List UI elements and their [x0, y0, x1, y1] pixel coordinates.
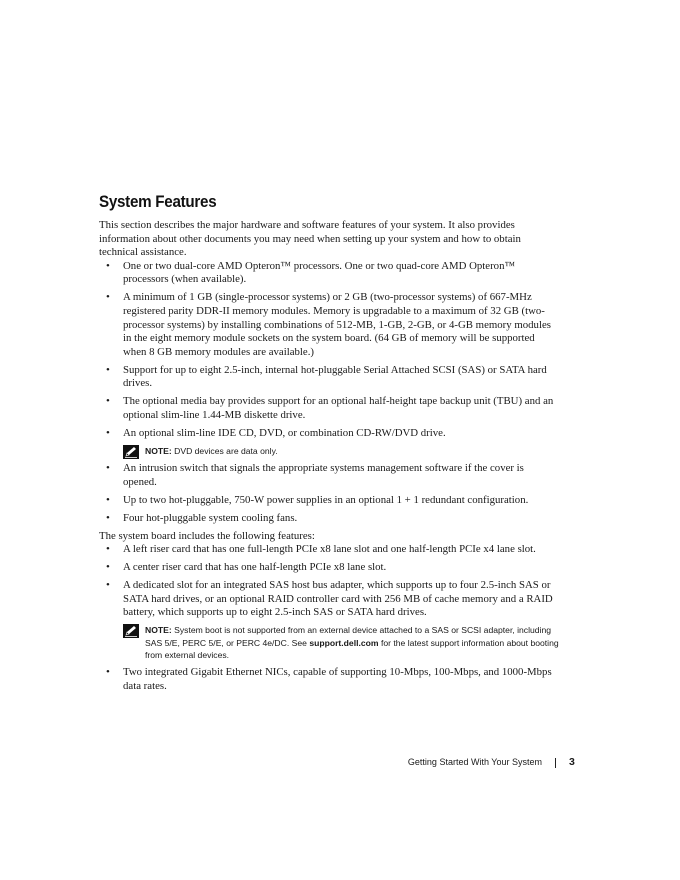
bullet-icon: •	[106, 291, 110, 304]
list-item: • An intrusion switch that signals the appropriate systems management software if the cover is opened.	[106, 462, 524, 488]
note-pencil-icon	[123, 624, 139, 638]
support-link[interactable]: support.dell.com	[309, 637, 379, 648]
bullet-icon: •	[106, 259, 110, 272]
bullet-icon: •	[106, 363, 110, 376]
bullet-icon: •	[106, 462, 110, 475]
note-label: NOTE:	[145, 625, 172, 636]
note-external-boot	[123, 624, 559, 661]
bullet-icon: •	[106, 426, 110, 439]
section-body	[99, 219, 559, 698]
list-item: • The optional media bay provides support for an optional half-height tape backup unit (TBU) and an optional slim-line 1.44-MB diskette drive.	[106, 395, 554, 421]
system-board-intro: The system board includes the following features:	[99, 529, 315, 542]
page-number: 3	[569, 756, 575, 768]
bullet-icon: •	[106, 561, 110, 574]
bullet-icon: •	[106, 511, 110, 524]
footer-chapter-title: Getting Started With Your System	[407, 757, 542, 767]
section-heading: System Features	[99, 193, 217, 211]
note-text-after: for the latest support information about booting from external devices.	[145, 637, 559, 660]
list-item: • A left riser card that has one full-length PCIe x8 lane slot and one half-length PCIe x4 lane slot.	[106, 543, 536, 556]
footer-divider	[555, 758, 556, 768]
board-features-list-continued	[99, 666, 559, 693]
features-list-continued	[99, 462, 559, 525]
bullet-icon: •	[106, 493, 110, 506]
intro-paragraph: This section describes the major hardware and software features of your system. It also provides information about other documents you may need when setting up your system and how to obtain technical assistance.	[99, 219, 521, 259]
note-label: NOTE:	[145, 445, 172, 456]
board-features-list	[99, 543, 559, 620]
note-text: DVD devices are data only.	[174, 445, 278, 456]
list-item: • Support for up to eight 2.5-inch, internal hot-pluggable Serial Attached SCSI (SAS) or SATA hard drives.	[106, 363, 547, 390]
list-item: • Up to two hot-pluggable, 750-W power supplies in an optional 1 + 1 redundant configuration.	[106, 493, 529, 506]
page-footer	[0, 757, 680, 771]
note-pencil-icon	[123, 445, 139, 459]
list-item: • An optional slim-line IDE CD, DVD, or combination CD-RW/DVD drive.	[106, 426, 446, 439]
features-list	[99, 260, 559, 441]
list-item: • A minimum of 1 GB (single-processor systems) or 2 GB (two-processor systems) of 667-MHz registered parity DDR-II memory modules. Memory is upgradable to a maximum of 32 GB (two-processor systems) by installing combinations of 512-MB, 1-GB, 2-GB, or 4-GB memory modules in the eight memory module sockets on the system board. (64 GB of memory will be supported when 8 GB memory modules are available.)	[106, 291, 551, 358]
list-item: • A dedicated slot for an integrated SAS host bus adapter, which supports up to four 2.5-inch SAS or SATA hard drives, or an optional RAID controller card with 256 MB of cache memory and a RAID battery, which supports up to eight 2.5-inch SAS or SATA hard drives.	[106, 579, 553, 619]
bullet-icon: •	[106, 665, 110, 678]
list-item: • Two integrated Gigabit Ethernet NICs, capable of supporting 10-Mbps, 100-Mbps, and 1000-Mbps data rates.	[106, 665, 552, 692]
list-item: • One or two dual-core AMD Opteron™ processors. One or two quad-core AMD Opteron™ processors (when available).	[106, 259, 516, 286]
list-item: • A center riser card that has one half-length PCIe x8 lane slot.	[106, 561, 387, 574]
bullet-icon: •	[106, 579, 110, 592]
note-text: System boot is not supported from an external device attached to a SAS or SCSI adapter, including SAS 5/E, PERC 5/E, or PERC 4e/DC. See	[145, 625, 552, 648]
bullet-icon: •	[106, 543, 110, 556]
bullet-icon: •	[106, 395, 110, 408]
list-item: • Four hot-pluggable system cooling fans.	[106, 511, 298, 524]
note-dvd	[123, 445, 559, 457]
